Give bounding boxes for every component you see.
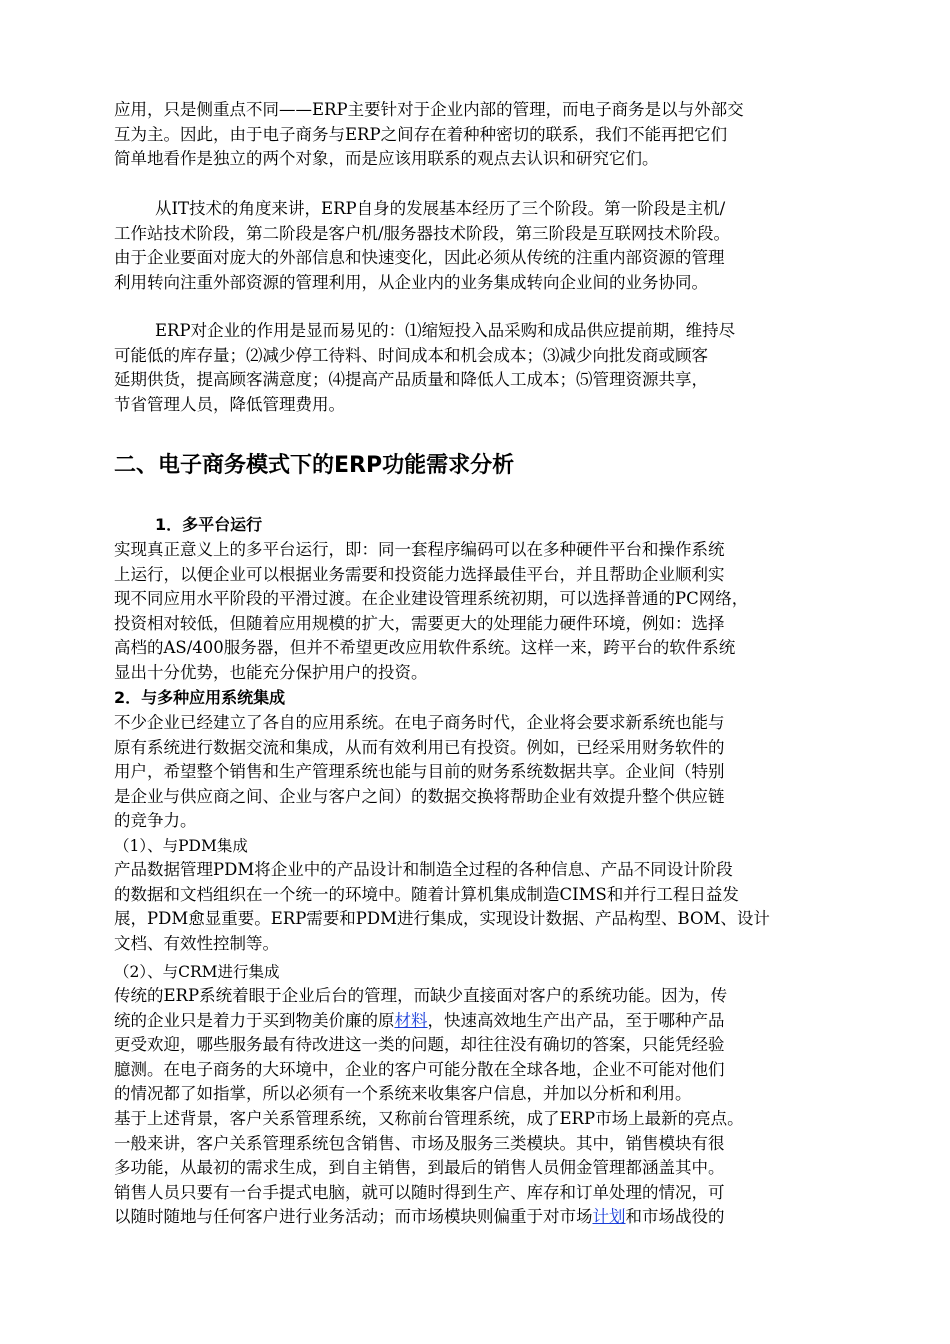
section-heading: 二、电子商务模式下的ERP功能需求分析 — [114, 453, 515, 478]
text-line-with-link — [114, 1009, 830, 1034]
text-fragment: ，快速高效地生产出产品，至于哪种产品 — [427, 1010, 725, 1030]
text-line: 从IT技术的角度来讲，ERP自身的发展基本经历了三个阶段。第一阶段是主机/ — [155, 199, 726, 218]
text-line: 现不同应用水平阶段的平滑过渡。在企业建设管理系统初期，可以选择普通的PC网络， — [114, 589, 749, 608]
text-fragment: 以随时随地与任何客户进行业务活动；而市场模块则偏重于对市场 — [114, 1207, 593, 1226]
text-line: 节省管理人员，降低管理费用。 — [114, 394, 345, 414]
text-line: 高档的AS/400服务器，但并不希望更改应用软件系统。这样一来，跨平台的软件系统 — [114, 638, 736, 657]
text-line: 利用转向注重外部资源的管理利用，从企业内的业务集成转向企业间的业务协同。 — [114, 272, 708, 292]
paragraph-erp-stages — [114, 197, 830, 295]
paragraph-crm-background — [114, 1107, 830, 1230]
text-line: 投资相对较低，但随着应用规模的扩大，需要更大的处理能力硬件环境，例如：选择 — [114, 613, 725, 633]
text-line: 实现真正意义上的多平台运行，即：同一套程序编码可以在多种硬件平台和操作系统 — [114, 540, 725, 559]
text-line: 互为主。因此，由于电子商务与ERP之间存在着种种密切的联系，我们不能再把它们 — [114, 124, 728, 144]
text-line: 显出十分优势，也能充分保护用户的投资。 — [114, 662, 428, 682]
text-line: 工作站技术阶段，第二阶段是客户机/服务器技术阶段，第三阶段是互联网技术阶段。 — [114, 223, 731, 243]
text-line: 更受欢迎，哪些服务最有待改进这一类的问题，却往往没有确切的答案，只能凭经验 — [114, 1035, 725, 1054]
subheading-pdm-integration: （1）、与PDM集成 — [114, 837, 248, 855]
subheading-crm-integration: （2）、与CRM进行集成 — [114, 963, 280, 981]
text-line: 由于企业要面对庞大的外部信息和快速变化，因此必须从传统的注重内部资源的管理 — [114, 248, 725, 267]
text-line: 的数据和文档组织在一个统一的环境中。随着计算机集成制造CIMS和并行工程日益发 — [114, 884, 739, 904]
subheading-multi-platform: 1．多平台运行 — [155, 515, 263, 534]
paragraph-erp-ecommerce-relation — [114, 98, 830, 172]
text-line: 简单地看作是独立的两个对象，而是应该用联系的观点去认识和研究它们。 — [114, 149, 659, 168]
text-line: 的情况都了如指掌，所以必须有一个系统来收集客户信息，并加以分析和利用。 — [114, 1084, 692, 1103]
text-line: 可能低的库存量；⑵减少停工待料、时间成本和机会成本；⑶减少向批发商或顾客 — [114, 345, 708, 365]
text-line: 文档、有效性控制等。 — [114, 933, 279, 953]
text-line-with-link — [114, 1205, 830, 1230]
paragraph-crm-integration — [114, 984, 830, 1107]
paragraph-multi-platform — [114, 538, 830, 685]
text-fragment: 和市场战役的 — [625, 1207, 725, 1226]
text-line: 一般来讲，客户关系管理系统包含销售、市场及服务三类模块。其中，销售模块有很 — [114, 1133, 725, 1153]
text-line: 臆测。在电子商务的大环境中，企业的客户可能分散在全球各地，企业不可能对他们 — [114, 1059, 725, 1079]
plan-link[interactable]: 计划 — [592, 1207, 626, 1226]
text-line: 销售人员只要有一台手提式电脑，就可以随时得到生产、库存和订单处理的情况，可 — [114, 1182, 725, 1202]
text-line: 延期供货，提高顾客满意度；⑷提高产品质量和降低人工成本；⑸管理资源共享， — [114, 370, 708, 389]
text-line: 产品数据管理PDM将企业中的产品设计和制造全过程的各种信息、产品不同设计阶段 — [114, 860, 733, 879]
text-line: 应用，只是侧重点不同——ERP主要针对于企业内部的管理，而电子商务是以与外部交 — [114, 100, 744, 119]
text-line: 上运行，以便企业可以根据业务需要和投资能力选择最佳平台，并且帮助企业顺利实 — [114, 564, 725, 584]
text-line: 展，PDM愈显重要。ERP需要和PDM进行集成，实现设计数据、产品构型、BOM、设计 — [114, 909, 770, 928]
text-fragment: 统的企业只是着力于买到物美价廉的原 — [114, 1010, 395, 1030]
text-line: 基于上述背景，客户关系管理系统，又称前台管理系统，成了ERP市场上最新的亮点。 — [114, 1109, 744, 1128]
paragraph-pdm-integration — [114, 858, 830, 956]
text-line: 原有系统进行数据交流和集成，从而有效利用已有投资。例如，已经采用财务软件的 — [114, 737, 725, 757]
text-line: 是企业与供应商之间、企业与客户之间）的数据交换将帮助企业有效提升整个供应链 — [114, 786, 725, 806]
text-line: 不少企业已经建立了各自的应用系统。在电子商务时代，企业将会要求新系统也能与 — [114, 713, 725, 732]
subheading-system-integration: 2．与多种应用系统集成 — [114, 688, 286, 707]
paragraph-erp-benefits — [114, 319, 830, 417]
text-line: 多功能，从最初的需求生成，到自主销售，到最后的销售人员佣金管理都涵盖其中。 — [114, 1158, 725, 1177]
text-line: 的竞争力。 — [114, 811, 197, 830]
text-line: 传统的ERP系统着眼于企业后台的管理，而缺少直接面对客户的系统功能。因为，传 — [114, 986, 728, 1005]
paragraph-system-integration — [114, 711, 830, 834]
text-line: 用户，希望整个销售和生产管理系统也能与目前的财务系统数据共享。企业间（特别 — [114, 762, 725, 781]
text-line: ERP对企业的作用是显而易见的：⑴缩短投入品采购和成品供应提前期，维持尽 — [155, 321, 736, 340]
materials-link[interactable]: 材料 — [394, 1010, 428, 1030]
